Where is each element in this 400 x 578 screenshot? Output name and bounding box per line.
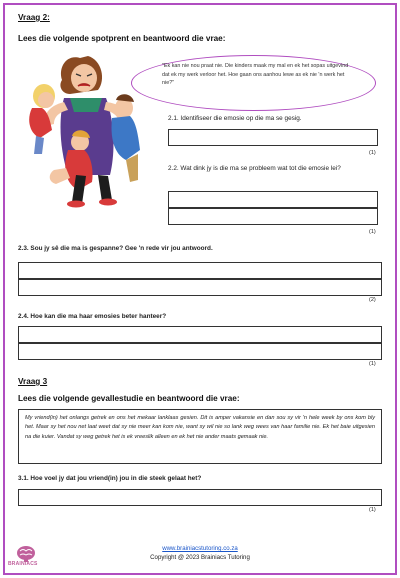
question-2-instruction: Lees die volgende spotprent en beantwoord die vrae: — [18, 34, 226, 43]
answer-field-3-1[interactable] — [18, 489, 382, 506]
marks-2-3: (2) — [369, 297, 376, 303]
marks-2-4: (1) — [369, 361, 376, 367]
case-study-box — [18, 409, 382, 464]
logo-wordmark: BRAINIACS — [8, 561, 38, 567]
question-2-3: 2.3. Sou jy sê die ma is gespanne? Gee 'n rede vir jou antwoord. — [18, 245, 213, 252]
answer-field-2-4-line-2[interactable] — [18, 343, 382, 360]
answer-field-2-2-line-1[interactable] — [168, 191, 378, 208]
question-3-instruction: Lees die volgende gevallestudie en beantwoord die vrae: — [18, 394, 240, 403]
question-3-heading: Vraag 3 — [18, 377, 48, 386]
answer-field-2-3-line-2[interactable] — [18, 279, 382, 296]
question-2-heading: Vraag 2: — [18, 13, 50, 22]
answer-field-2-3-line-1[interactable] — [18, 262, 382, 279]
answer-field-2-4-line-1[interactable] — [18, 326, 382, 343]
speech-bubble-text: "Ek kan nie nou praat nie. Die kinders maak my mal en ek het sopas uitgevind dat ek my werk verloor het. Hoe gaan ons aanhou lewe as ek nie 'n werk het nie?" — [162, 63, 349, 87]
website-link[interactable]: www.brainiacstutoring.co.za — [162, 545, 238, 552]
case-study-text: My vriend(in) het onlangs getrek en ons het mekaar lanklaas gesien. Dit is amper vakansie en dan sou sy vir 'n hele week by ons kom bly het. Maar sy het nou net laat weet dat sy nie meer kan kom nie, want sy wil nie so lank weg wees van haar familie nie. Ek het baie uitgesien na die kuier. Vandat sy weg getrek het is ek vreeslik alleen en ek het nie ander maats gemaak nie. — [25, 415, 375, 440]
question-2-1: 2.1. Identifiseer die emosie op die ma se gesig. — [168, 115, 302, 122]
question-3-1: 3.1. Hoe voel jy dat jou vriend(in) jou in die steek gelaat het? — [18, 475, 202, 482]
question-2-4: 2.4. Hoe kan die ma haar emosies beter hanteer? — [18, 313, 167, 320]
answer-field-2-1[interactable] — [168, 129, 378, 146]
answer-field-2-2-line-2[interactable] — [168, 208, 378, 225]
marks-3-1: (1) — [369, 507, 376, 513]
question-2-2: 2.2. Wat dink jy is die ma se probleem wat tot die emosie lei? — [168, 165, 341, 172]
marks-2-1: (1) — [369, 150, 376, 156]
marks-2-2: (1) — [369, 229, 376, 235]
copyright-text: Copyright @ 2023 Brainiacs Tutoring — [150, 554, 250, 561]
